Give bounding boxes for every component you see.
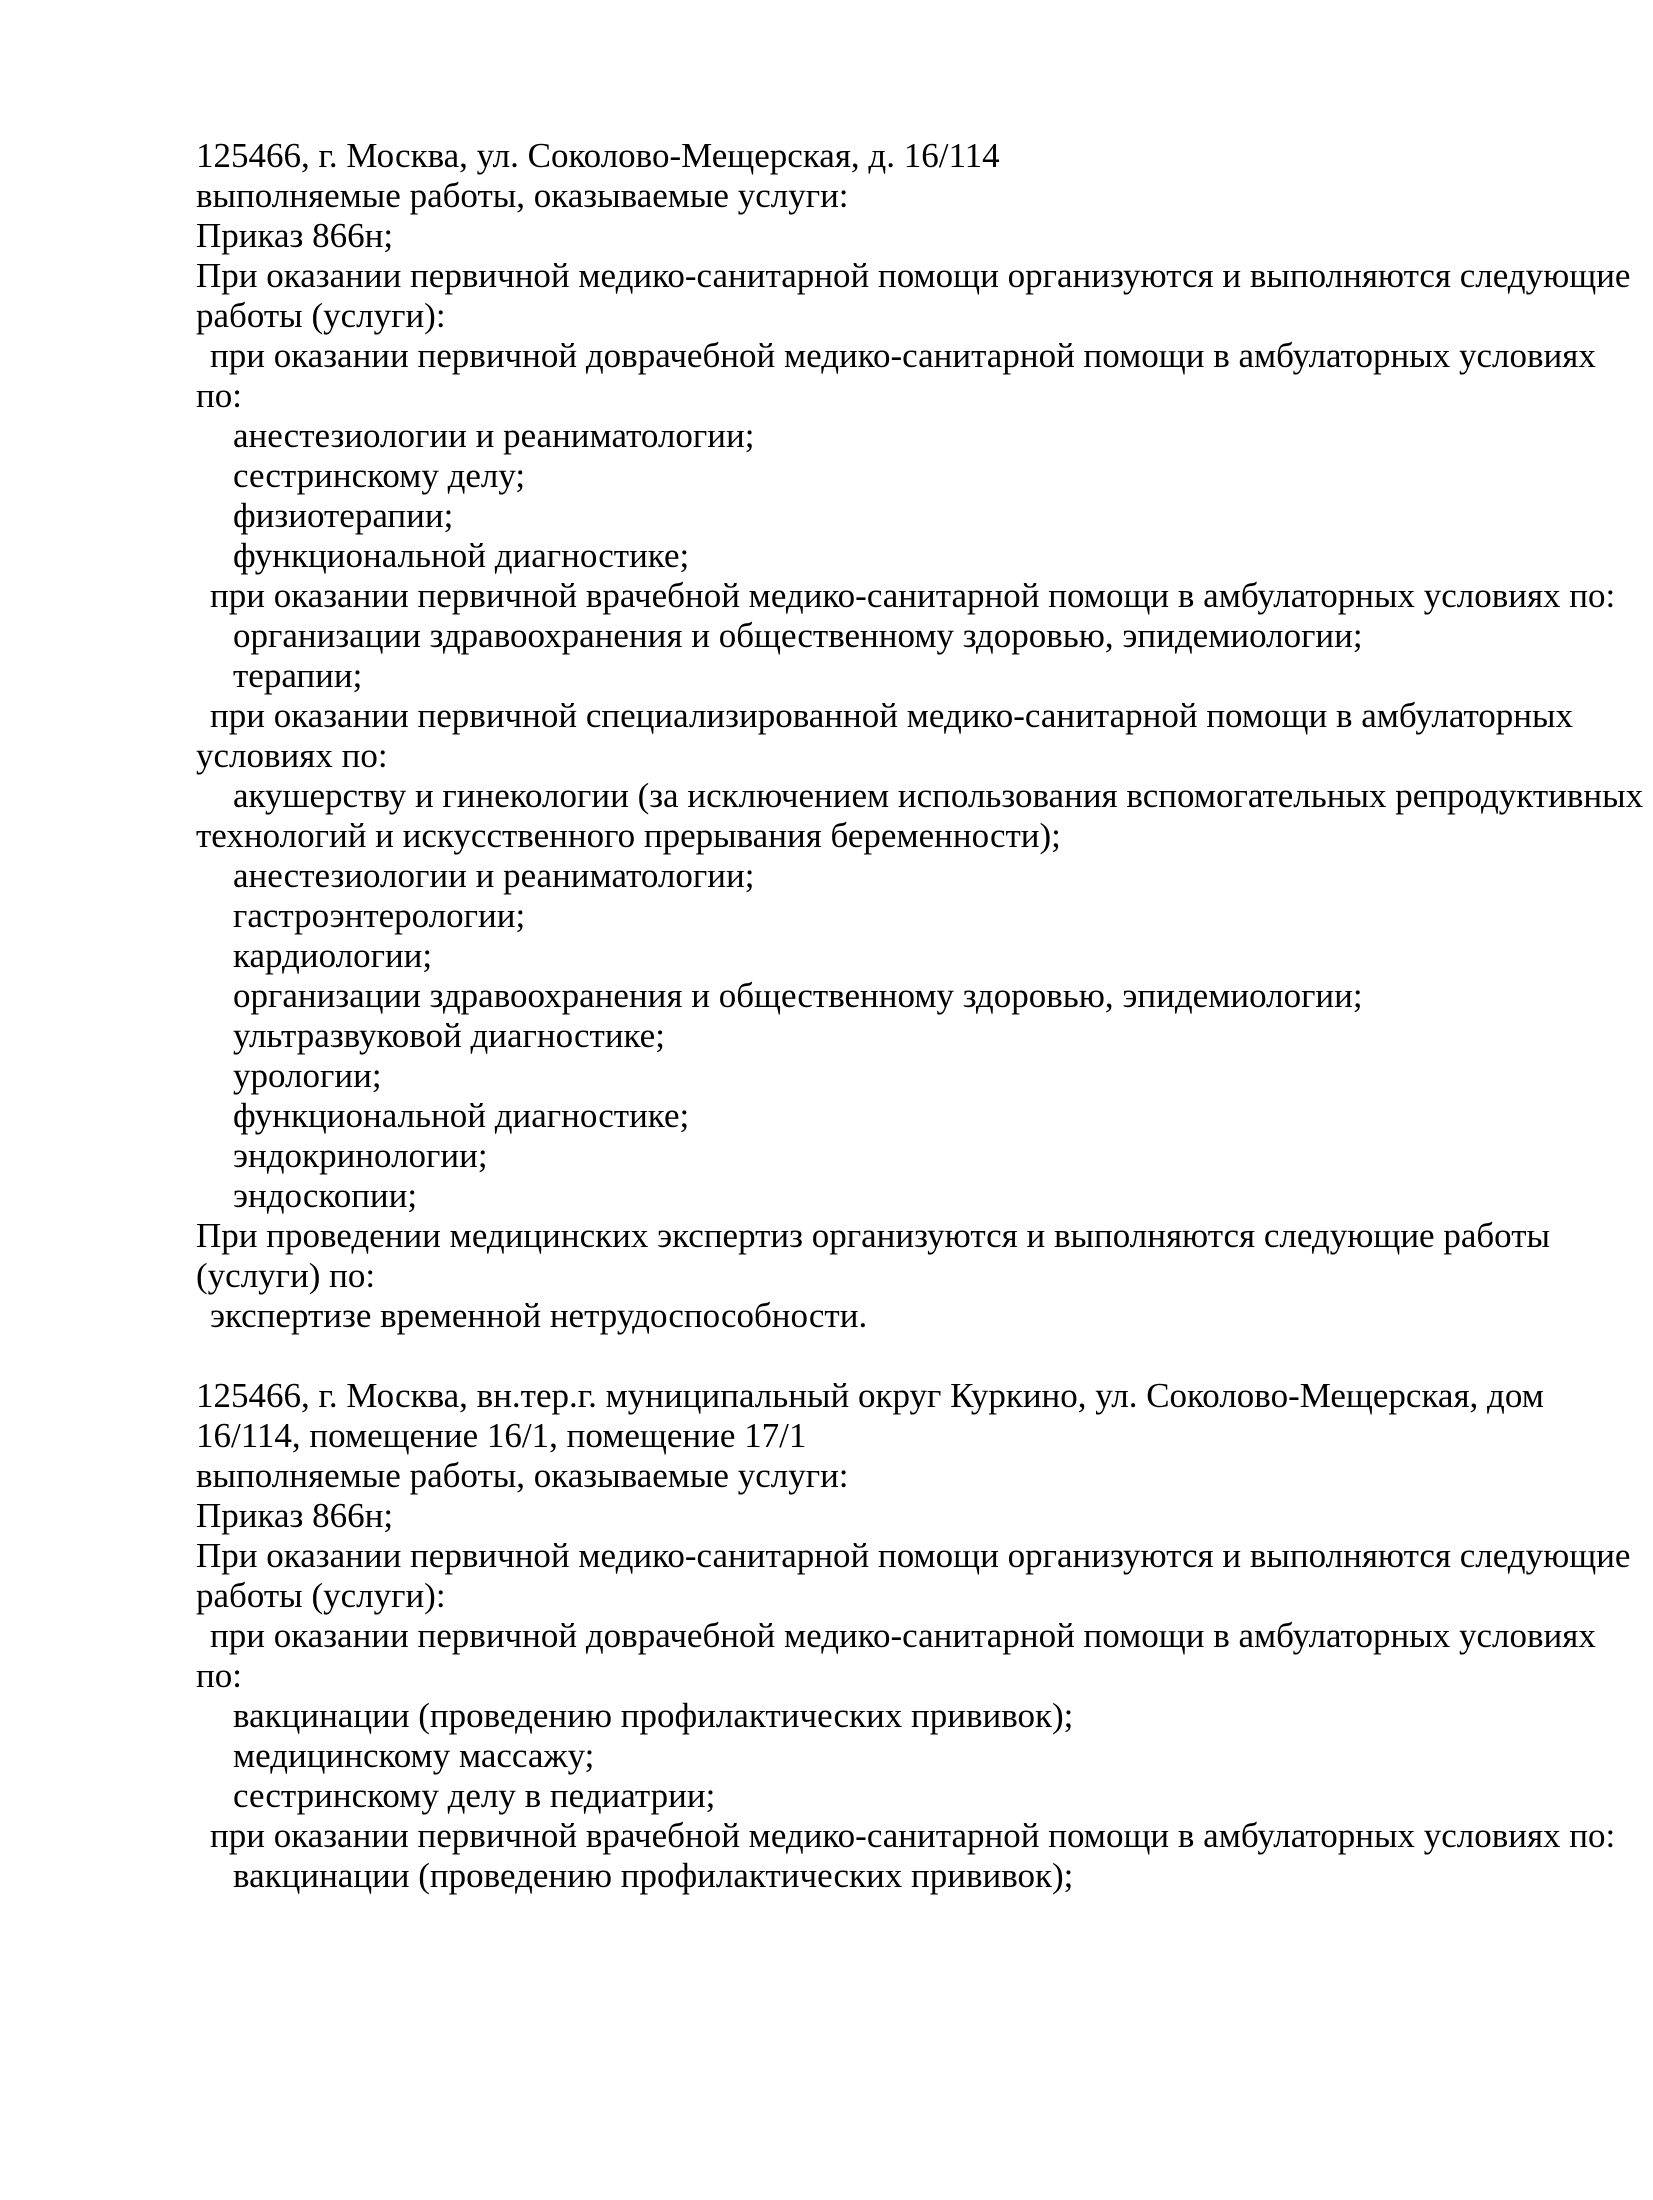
document-line: При проведении медицинских экспертиз организуются и выполняются следующие работы bbox=[196, 1216, 1551, 1255]
document-line: гастроэнтерологии; bbox=[233, 896, 526, 935]
document-line: функциональной диагностике; bbox=[233, 1096, 690, 1135]
document-line: Приказ 866н; bbox=[196, 216, 394, 255]
document-line: экспертизе временной нетрудоспособности. bbox=[210, 1296, 868, 1335]
document-line: при оказании первичной специализированной медико-санитарной помощи в амбулаторных bbox=[210, 696, 1574, 735]
document-line: по: bbox=[196, 1656, 242, 1695]
document-line: выполняемые работы, оказываемые услуги: bbox=[196, 1456, 849, 1495]
document-line: вакцинации (проведению профилактических прививок); bbox=[233, 1856, 1074, 1895]
document-line: условиях по: bbox=[196, 736, 388, 775]
document-line: сестринскому делу; bbox=[233, 456, 526, 495]
license-services-block-2 bbox=[196, 1376, 1631, 1896]
document-line: При оказании первичной медико-санитарной помощи организуются и выполняются следующие bbox=[196, 1536, 1631, 1575]
document-line: 125466, г. Москва, ул. Соколово-Мещерская, д. 16/114 bbox=[196, 136, 1000, 175]
document-line: по: bbox=[196, 376, 242, 415]
document-line: терапии; bbox=[233, 656, 363, 695]
document-line: технологий и искусственного прерывания беременности); bbox=[196, 816, 1061, 855]
document-line: Приказ 866н; bbox=[196, 1496, 394, 1535]
license-services-block-1 bbox=[196, 136, 1644, 1336]
document-line: организации здравоохранения и общественному здоровью, эпидемиологии; bbox=[233, 616, 1363, 655]
document-line: анестезиологии и реаниматологии; bbox=[233, 856, 755, 895]
document-line: при оказании первичной врачебной медико-санитарной помощи в амбулаторных условиях по: bbox=[210, 576, 1616, 615]
document-line: эндоскопии; bbox=[233, 1176, 418, 1215]
document-line: организации здравоохранения и общественному здоровью, эпидемиологии; bbox=[233, 976, 1363, 1015]
document-line: 125466, г. Москва, вн.тер.г. муниципальный округ Куркино, ул. Соколово-Мещерская, дом bbox=[196, 1376, 1544, 1415]
document-line: функциональной диагностике; bbox=[233, 536, 690, 575]
document-line: выполняемые работы, оказываемые услуги: bbox=[196, 176, 849, 215]
document-line: кардиологии; bbox=[233, 936, 433, 975]
document-line: При оказании первичной медико-санитарной помощи организуются и выполняются следующие bbox=[196, 256, 1631, 295]
document-line: при оказании первичной доврачебной медико-санитарной помощи в амбулаторных условиях bbox=[210, 1616, 1596, 1655]
document-line: 16/114, помещение 16/1, помещение 17/1 bbox=[196, 1416, 807, 1455]
document-line: физиотерапии; bbox=[233, 496, 454, 535]
document-line: (услуги) по: bbox=[196, 1256, 376, 1295]
document-line: работы (услуги): bbox=[196, 296, 446, 335]
document-line: сестринскому делу в педиатрии; bbox=[233, 1776, 716, 1815]
document-line: при оказании первичной врачебной медико-санитарной помощи в амбулаторных условиях по: bbox=[210, 1816, 1616, 1855]
document-line: медицинскому массажу; bbox=[233, 1736, 595, 1775]
document-line: вакцинации (проведению профилактических прививок); bbox=[233, 1696, 1074, 1735]
document-line: акушерству и гинекологии (за исключением использования вспомогательных репродуктивных bbox=[233, 776, 1644, 815]
document-line: анестезиологии и реаниматологии; bbox=[233, 416, 755, 455]
document-line: ультразвуковой диагностике; bbox=[233, 1016, 665, 1055]
document-line: работы (услуги): bbox=[196, 1576, 446, 1615]
document-text bbox=[196, 136, 1644, 1896]
document-line: при оказании первичной доврачебной медико-санитарной помощи в амбулаторных условиях bbox=[210, 336, 1596, 375]
document-line: эндокринологии; bbox=[233, 1136, 488, 1175]
document-line: урологии; bbox=[233, 1056, 382, 1095]
